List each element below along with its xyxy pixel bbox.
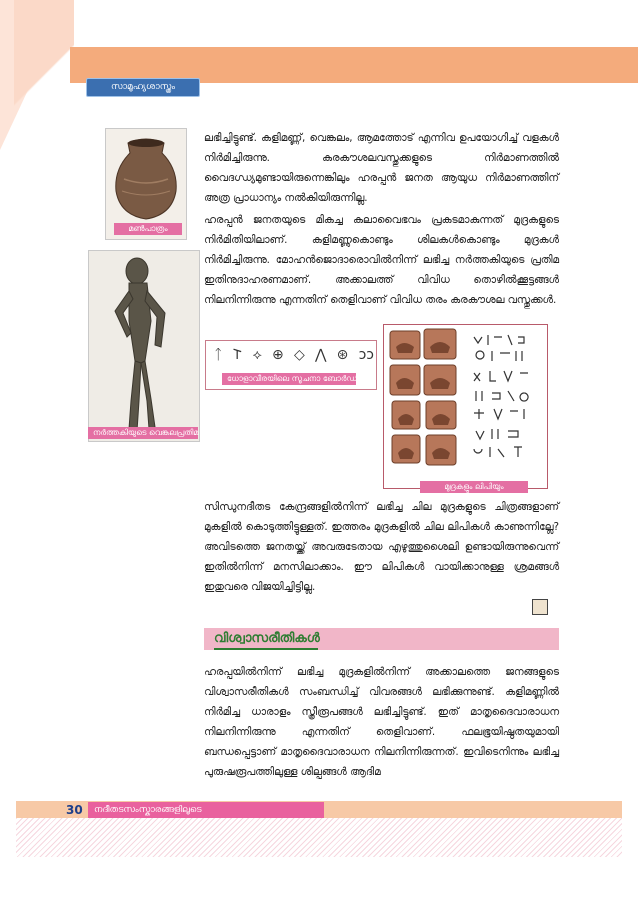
script-glyph: ⊕ xyxy=(272,347,284,363)
figurine-illustration xyxy=(89,251,199,441)
seals-and-script-image xyxy=(383,324,548,489)
section-marker-box xyxy=(532,599,548,615)
script-glyph: ᛏ xyxy=(214,347,223,363)
paragraph-script: സിന്ധുനദീതട കേന്ദ്രങ്ങളിൽനിന്ന് ലഭിച്ച ചില മുദ്രകളുടെ ചിത്രങ്ങളാണ് മുകളിൽ കൊടുത്തിട്ടുള്ളത്. ഇത്തരം മുദ്രകളിൽ ചില ലിപികൾ കാണുന്നില്ലേ? അവിടത്തെ ജനതയ്ക്ക് അവരുടേതായ എഴുത്തുശൈലി ഉണ്ടായിരുന്നുവെന്ന് ഇതിൽനിന്ന് മനസിലാക്കാം. ഈ ലിപികൾ വായിക്കാനുള്ള ശ്രമങ്ങൾ ഇതുവരെ വിജയിച്ചിട്ടില്ല. xyxy=(204,501,559,593)
script-symbols-row xyxy=(214,347,374,367)
script-glyph: ◇ xyxy=(293,347,305,363)
paragraph-crafts: ലഭിച്ചിട്ടുണ്ട്. കളിമണ്ണ്, വെങ്കലം, ആമത്തോട് എന്നിവ ഉപയോഗിച്ച് വളകൾ നിർമിച്ചിരുന്നു. കരകൗശലവസ്തുക്കളുടെ നിർമാണത്തിൽ വൈദഗ്ധ്യമുണ്ടായിരുന്നെങ്കിലും ഹരപ്പൻ ജനത ആയുധ നിർമാണത്തിന് അത്ര പ്രാധാന്യം നൽകിയിരുന്നില്ല. xyxy=(204,132,559,204)
script-glyph: ↄↄ xyxy=(358,347,374,363)
section-tab: സാമൂഹ്യശാസ്ത്രം xyxy=(86,78,200,97)
page-number: 30 xyxy=(66,803,83,817)
section-heading-beliefs: വിശ്വാസരീതികൾ xyxy=(214,631,320,646)
corner-stripe xyxy=(14,0,74,200)
seals-caption: മുദ്രകളും ലിപിയും xyxy=(420,481,528,493)
paragraph-seals: ഹരപ്പൻ ജനതയുടെ മികച്ച കലാവൈഭവം പ്രകടമാകുന്നത് മുദ്രകളുടെ നിർമിതിയിലാണ്. കളിമണ്ണുകൊണ്ടും ശിലകൾകൊണ്ടും മുദ്രകൾ നിർമിച്ചിരുന്നു. മോഹൻജൊദാരൊവിൽനിന്ന് ലഭിച്ച നർത്തകിയുടെ പ്രതിമ ഇതിനുദാഹരണമാണ്. അക്കാലത്ത് വിവിധ തൊഴിൽക്കൂട്ടങ്ങൾ നിലനിന്നിരുന്നു എന്നതിന് തെളിവാണ് വിവിധ തരം കരകൗശല വസ്തുക്കൾ. xyxy=(204,214,559,306)
footer-title: നദീതടസംസ്കാരങ്ങളിലൂടെ xyxy=(88,802,324,818)
script-glyph: ⊛ xyxy=(336,347,349,363)
seals-illustration xyxy=(384,325,547,488)
paragraph-beliefs: ഹരപ്പയിൽനിന്ന് ലഭിച്ച മുദ്രകളിൽനിന്ന് അക്കാലത്തെ ജനങ്ങളുടെ വിശ്വാസരീതികൾ സംബന്ധിച്ച് വിവരങ്ങൾ ലഭിക്കുന്നുണ്ട്. കളിമണ്ണിൽ നിർമിച്ച ധാരാളം സ്ത്രീരൂപങ്ങൾ ലഭിച്ചിട്ടുണ്ട്. ഇത് മാതൃദൈവാരാധന നിലനിന്നിരുന്നു എന്നതിന് തെളിവാണ്. ഫലഭൂയിഷ്ഠതയുമായി ബന്ധപ്പെട്ടാണ് മാതൃദൈവാരാധന നിലനിന്നിരുന്നത്. ഇവിടെനിന്നും ലഭിച്ച പുരുഷരൂപത്തിലുള്ള ശില്പങ്ങൾ ആദിമ xyxy=(204,666,559,778)
pot-caption: മൺപാത്രം xyxy=(114,223,182,235)
symbols-caption: ധോളാവീരയിലെ സൂചനാ ബോർഡ് xyxy=(222,373,356,385)
script-glyph: 𐌕 xyxy=(232,347,243,363)
script-glyph: ⟡ xyxy=(252,347,262,363)
dancer-figurine-image xyxy=(88,250,200,442)
script-glyph: ⋀ xyxy=(314,347,327,363)
heading-underline xyxy=(214,648,318,650)
figurine-caption: നർത്തകിയുടെ വെങ്കലപ്രതിമ xyxy=(88,427,198,439)
